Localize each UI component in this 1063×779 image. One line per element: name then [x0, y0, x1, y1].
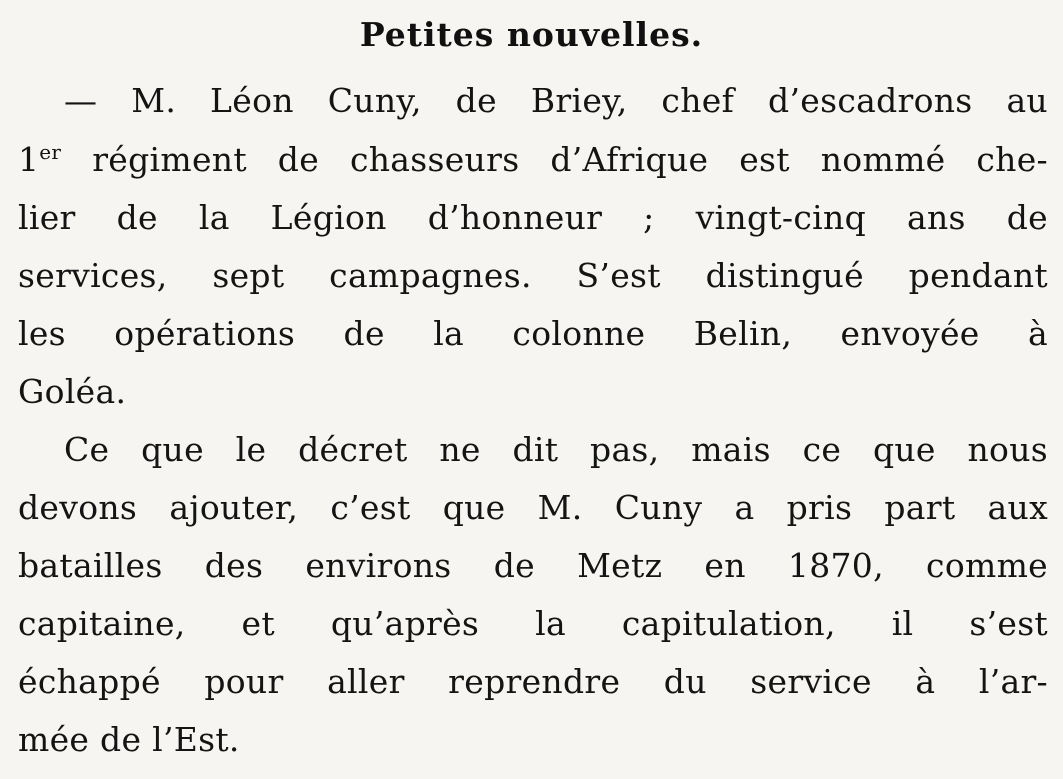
paragraph-1-line-4: services, sept campagnes. S’est distingué pendant	[18, 256, 1048, 295]
paragraph-1-line-2	[18, 131, 1048, 189]
paragraph-2-line-6: mée de l’Est.	[18, 720, 240, 759]
paragraph-2-line-2: devons ajouter, c’est que M. Cuny a pris part aux	[18, 488, 1048, 527]
paragraph-1-line-6: Goléa.	[18, 372, 127, 411]
paragraph-2-line-3: batailles des environs de Metz en 1870, comme	[18, 546, 1048, 585]
paragraph-2-line-5: échappé pour aller reprendre du service à l’ar-	[18, 662, 1048, 701]
ordinal-superscript: er	[39, 140, 62, 164]
paragraph-2-line-1: Ce que le décret ne dit pas, mais ce que nous	[64, 430, 1048, 469]
paragraph-1-line-2-text: régiment de chasseurs d’Afrique est nommé che-	[61, 140, 1048, 179]
paragraph-1-line-1: — M. Léon Cuny, de Briey, chef d’escadrons au	[64, 81, 1048, 120]
article-title: Petites nouvelles.	[359, 15, 704, 54]
paragraph-2-line-4: capitaine, et qu’après la capitulation, il s’est	[18, 604, 1048, 643]
paragraph-1-line-3: lier de la Légion d’honneur ; vingt-cinq ans de	[18, 198, 1048, 237]
ordinal-number: 1	[18, 140, 40, 179]
paragraph-1-line-5: les opérations de la colonne Belin, envoyée à	[18, 314, 1048, 353]
